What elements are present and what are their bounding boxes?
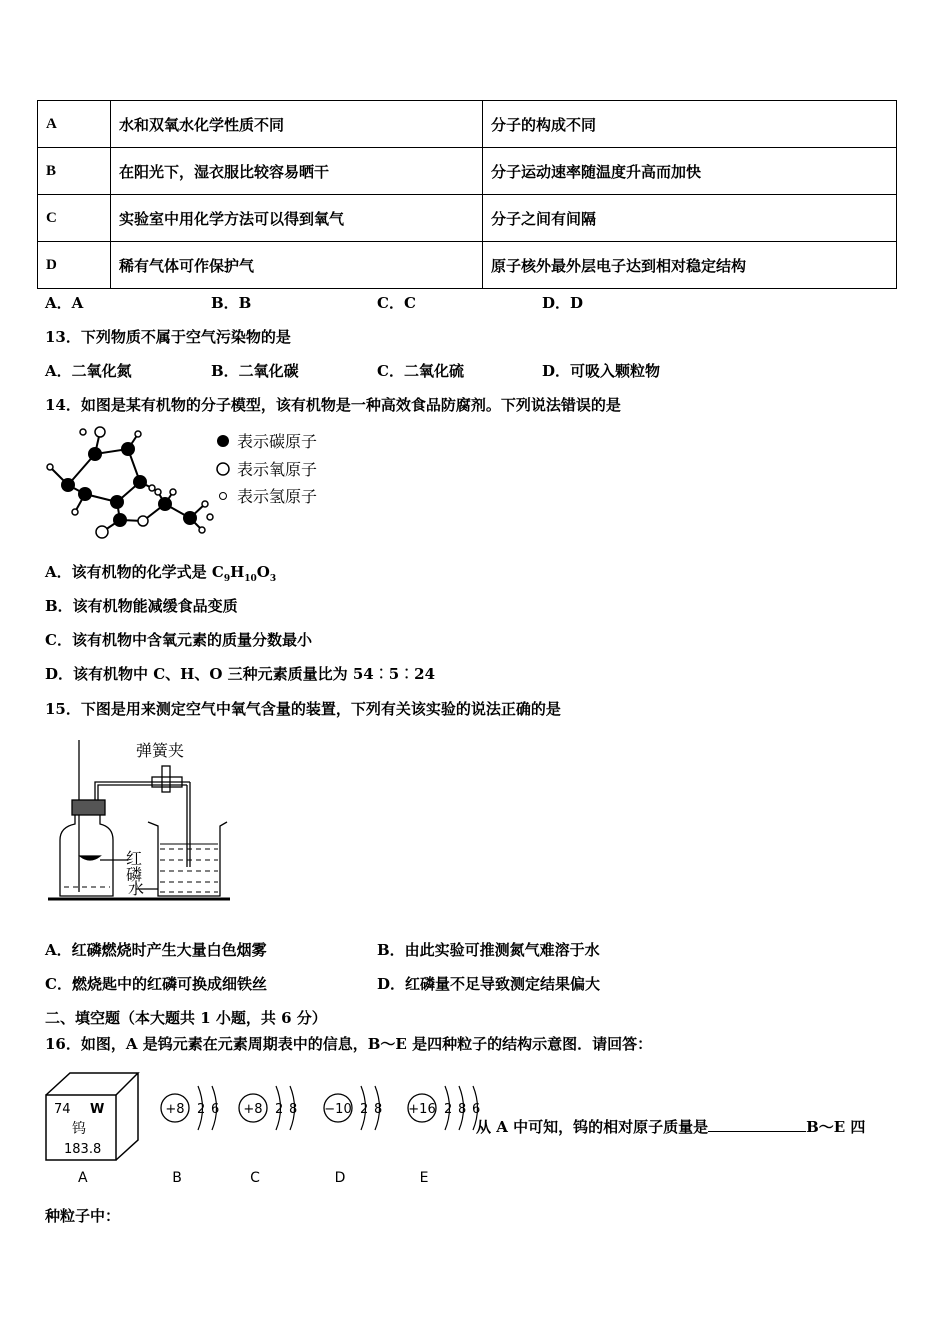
shell-electrons: 6: [472, 1102, 480, 1117]
text: H: [230, 563, 245, 581]
cell: 在阳光下，湿衣服比较容易晒干: [111, 148, 483, 195]
molecule-model-figure: [40, 422, 360, 547]
shell-electrons: 8: [374, 1102, 383, 1117]
nucleus-charge: +8: [243, 1102, 263, 1117]
text: B～E 四: [806, 1118, 866, 1136]
q16-text-cont: 种粒子中：: [45, 1207, 121, 1225]
cell: D: [38, 242, 111, 289]
shell-electrons: 2: [360, 1102, 369, 1117]
nucleus-charge: +8: [165, 1102, 185, 1117]
q15-option-a: A．红磷燃烧时产生大量白色烟雾: [45, 941, 267, 959]
q13-stem: 13．下列物质不属于空气污染物的是: [45, 328, 291, 346]
subscript: 3: [269, 574, 277, 584]
nucleus-charge: +16: [408, 1102, 436, 1117]
particle-structure-figure: [40, 1065, 480, 1190]
nucleus-charge: −10: [324, 1102, 352, 1117]
legend-carbon: 表示碳原子: [237, 432, 318, 451]
q15-option-b: B．由此实验可推测氮气难溶于水: [377, 941, 600, 959]
particle-C: [239, 1086, 297, 1186]
shell-electrons: 8: [458, 1102, 467, 1117]
q13-option-a: A．二氧化氮: [45, 362, 132, 380]
cell: A: [38, 101, 111, 148]
text: A．该有机物的化学式是 C: [45, 563, 224, 581]
particle-label: E: [419, 1170, 429, 1186]
subscript: 10: [244, 574, 257, 584]
particle-D: [324, 1086, 382, 1186]
q13-option-c: C．二氧化硫: [377, 362, 464, 380]
table-row: [38, 101, 897, 148]
subscript: 9: [223, 574, 231, 584]
cell: 分子之间有间隔: [483, 195, 897, 242]
q14-option-d: D．该有机物中 C、H、O 三种元素质量比为 54︰5︰24: [45, 665, 436, 683]
q15-option-d: D．红磷量不足导致测定结果偏大: [377, 975, 601, 993]
q14-option-c: C．该有机物中含氧元素的质量分数最小: [45, 631, 312, 649]
particle-B: [161, 1086, 219, 1186]
q12-option-b: B．B: [211, 294, 252, 312]
oxygen-apparatus-figure: [40, 732, 270, 907]
q15-option-c: C．燃烧匙中的红磷可换成细铁丝: [45, 975, 267, 993]
legend-hydrogen: 表示氢原子: [237, 487, 318, 506]
particle-E: [408, 1086, 480, 1186]
q14-stem: 14．如图是某有机物的分子模型，该有机物是一种高效食品防腐剂。下列说法错误的是: [45, 396, 621, 414]
label-a: A: [78, 1170, 88, 1186]
q16-stem: 16．如图，A 是钨元素在元素周期表中的信息，B～E 是四种粒子的结构示意图．请回答：: [45, 1035, 653, 1053]
q12-table: [37, 100, 897, 289]
phosphorus-label: 红磷: [123, 850, 143, 882]
particle-label: B: [172, 1170, 182, 1186]
cell: 稀有气体可作保护气: [111, 242, 483, 289]
table-row: [38, 148, 897, 195]
shell-electrons: 2: [444, 1102, 453, 1117]
answer-blank[interactable]: [708, 1117, 806, 1132]
atomic-number: 74: [54, 1102, 71, 1117]
q14-option-a: [45, 562, 276, 589]
shell-electrons: 6: [211, 1102, 220, 1117]
section-heading: 二、填空题（本大题共 1 小题，共 6 分）: [45, 1009, 327, 1027]
table-row: [38, 242, 897, 289]
shell-electrons: 2: [197, 1102, 206, 1117]
q13-option-b: B．二氧化碳: [211, 362, 299, 380]
element-name: 钨: [72, 1121, 86, 1137]
particle-label: C: [250, 1170, 260, 1186]
text: O: [256, 563, 270, 581]
shell-electrons: 8: [289, 1102, 298, 1117]
cell: B: [38, 148, 111, 195]
legend-oxygen: 表示氧原子: [237, 460, 318, 479]
q16-text: [476, 1117, 865, 1137]
cell: 实验室中用化学方法可以得到氧气: [111, 195, 483, 242]
q14-option-b: B．该有机物能减缓食品变质: [45, 597, 238, 615]
clip-label: 弹簧夹: [136, 741, 185, 760]
water-label: 水: [128, 879, 145, 898]
q12-option-c: C．C: [377, 294, 416, 312]
q15-stem: 15．下图是用来测定空气中氧气含量的装置，下列有关该实验的说法正确的是: [45, 700, 561, 718]
cell: 水和双氧水化学性质不同: [111, 101, 483, 148]
text: 从 A 中可知，钨的相对原子质量是: [476, 1118, 709, 1136]
shell-electrons: 2: [275, 1102, 284, 1117]
q12-option-a: A．A: [45, 294, 84, 312]
q13-option-d: D．可吸入颗粒物: [542, 362, 661, 380]
atomic-mass: 183.8: [64, 1142, 102, 1157]
element-symbol: W: [90, 1102, 105, 1117]
cell: 分子运动速率随温度升高而加快: [483, 148, 897, 195]
cell: 分子的构成不同: [483, 101, 897, 148]
particle-label: D: [334, 1170, 346, 1186]
cell: 原子核外最外层电子达到相对稳定结构: [483, 242, 897, 289]
q12-option-d: D．D: [542, 294, 584, 312]
table-row: [38, 195, 897, 242]
cell: C: [38, 195, 111, 242]
